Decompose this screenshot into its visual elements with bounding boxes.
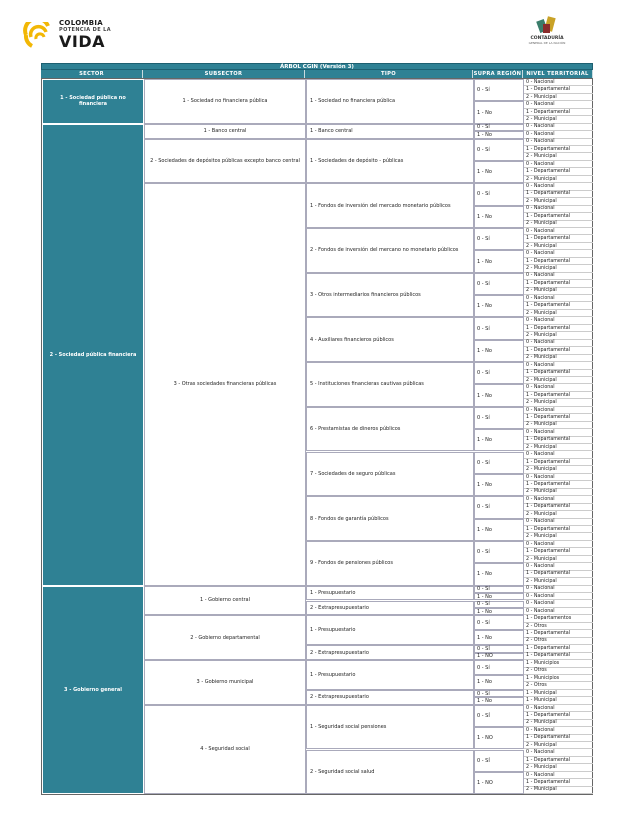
nivel-territorial-cell: 1 - Municipios xyxy=(524,660,593,667)
supra-region-cell: 1 - No xyxy=(474,295,524,317)
nivel-territorial-cell: 2 - Municipal xyxy=(524,243,593,250)
nivel-territorial-cell: 1 - Departamental xyxy=(524,258,593,265)
nivel-territorial-cell: 1 - Departamental xyxy=(524,303,593,310)
supra-region-cell: 1 - No xyxy=(474,101,524,123)
nivel-territorial-cell: 0 - Nacional xyxy=(524,429,593,436)
colombia-potencia-logo xyxy=(22,18,142,52)
nivel-territorial-cell: 0 - Nacional xyxy=(524,362,593,369)
subsector-cell: 2 - Sociedades de depósitos públicas excepto banco central xyxy=(144,139,306,184)
nivel-territorial-cell: 0 - Nacional xyxy=(524,131,593,138)
supra-region-cell: 0 - Sí xyxy=(474,615,524,630)
nivel-territorial-cell: 0 - Nacional xyxy=(524,772,593,779)
supra-region-cell: 1 - NO xyxy=(474,653,524,660)
colombia-sound-wave-icon xyxy=(22,22,52,48)
nivel-territorial-cell: 2 - Municipal xyxy=(524,533,593,540)
sector-cell: 1 - Sociedad pública no financiera xyxy=(42,79,144,124)
contaduria-name: CONTADURÍA xyxy=(530,36,564,41)
tipo-cell: 9 - Fondos de pensiones públicos xyxy=(306,541,474,586)
nivel-territorial-cell: 1 - Departamental xyxy=(524,109,593,116)
supra-region-cell: 1 - No xyxy=(474,608,524,615)
nivel-territorial-cell: 2 - Municipal xyxy=(524,742,593,749)
tipo-cell: 8 - Fondos de garantía públicos xyxy=(306,496,474,541)
header-supra-region: SUPRA REGIÓN xyxy=(473,71,522,77)
nivel-territorial-cell: 2 - Municipal xyxy=(524,466,593,473)
nivel-territorial-cell: 0 - Nacional xyxy=(524,384,593,391)
supra-region-cell: 0 - SÍ xyxy=(474,750,524,772)
nivel-territorial-cell: 0 - Nacional xyxy=(524,496,593,503)
supra-region-cell: 0 - Sí xyxy=(474,228,524,250)
nivel-territorial-cell: 1 - Departamental xyxy=(524,630,593,637)
nivel-territorial-cell: 1 - Departamental xyxy=(524,504,593,511)
nivel-territorial-cell: 0 - Nacional xyxy=(524,452,593,459)
tipo-cell: 2 - Seguridad social salud xyxy=(306,750,474,795)
tipo-cell: 1 - Presupuestario xyxy=(306,586,474,601)
nivel-territorial-cell: 0 - Nacional xyxy=(524,608,593,615)
nivel-territorial-cell: 0 - Nacional xyxy=(524,250,593,257)
supra-region-cell: 1 - No xyxy=(474,474,524,496)
nivel-territorial-cell: 0 - Nacional xyxy=(524,139,593,146)
nivel-territorial-cell: 2 - Municipal xyxy=(524,94,593,101)
nivel-territorial-cell: 2 - Municipal xyxy=(524,377,593,384)
nivel-territorial-cell: 2 - Municipal xyxy=(524,116,593,123)
nivel-territorial-cell: 1 - Departamental xyxy=(524,392,593,399)
nivel-territorial-cell: 0 - Nacional xyxy=(524,161,593,168)
logo-line2: POTENCIA DE LA xyxy=(59,27,112,33)
nivel-territorial-cell: 2 - Municipal xyxy=(524,511,593,518)
nivel-territorial-cell: 0 - Nacional xyxy=(524,317,593,324)
tipo-cell: 2 - Fondos de inversión del mercano no monetario públicos xyxy=(306,228,474,273)
nivel-territorial-cell: 0 - Nacional xyxy=(524,541,593,548)
nivel-territorial-cell: 2 - Municipal xyxy=(524,176,593,183)
supra-region-cell: 0 - Sí xyxy=(474,79,524,101)
nivel-territorial-cell: 1 - Departamental xyxy=(524,235,593,242)
supra-region-cell: 1 - No xyxy=(474,519,524,541)
nivel-territorial-cell: 1 - Departamental xyxy=(524,191,593,198)
supra-region-cell: 1 - No xyxy=(474,675,524,690)
tipo-cell: 1 - Sociedad no financiera pública xyxy=(306,79,474,124)
supra-region-cell: 1 - No xyxy=(474,250,524,272)
table-title: ÁRBOL CGIN (Versión 3) xyxy=(41,63,593,70)
nivel-territorial-cell: 1 - Departamental xyxy=(524,548,593,555)
nivel-territorial-cell: 1 - Departamental xyxy=(524,459,593,466)
supra-region-cell: 0 - Sí xyxy=(474,586,524,593)
nivel-territorial-cell: 1 - Departamental xyxy=(524,168,593,175)
tipo-cell: 1 - Presupuestario xyxy=(306,615,474,645)
nivel-territorial-cell: 2 - Municipal xyxy=(524,422,593,429)
nivel-territorial-cell: 1 - Departamental xyxy=(524,645,593,652)
nivel-territorial-cell: 2 - Municipal xyxy=(524,764,593,771)
arbol-table xyxy=(41,78,593,795)
supra-region-cell: 0 - Sí xyxy=(474,317,524,339)
nivel-territorial-cell: 1 - Departamental xyxy=(524,146,593,153)
nivel-territorial-cell: 1 - Departamental xyxy=(524,86,593,93)
nivel-territorial-cell: 2 - Otros xyxy=(524,682,593,689)
nivel-territorial-cell: 1 - Departamental xyxy=(524,571,593,578)
nivel-territorial-cell: 1 - Municipal xyxy=(524,697,593,704)
supra-region-cell: 0 - Sí xyxy=(474,362,524,384)
nivel-territorial-cell: 0 - Nacional xyxy=(524,727,593,734)
logo-line3: VIDA xyxy=(59,32,105,51)
supra-region-cell: 0 - SÍ xyxy=(474,645,524,652)
nivel-territorial-cell: 0 - Nacional xyxy=(524,601,593,608)
supra-region-cell: 1 - No xyxy=(474,131,524,138)
supra-region-cell: 0 - Sí xyxy=(474,541,524,563)
supra-region-cell: 0 - Sí xyxy=(474,139,524,161)
nivel-territorial-cell: 1 - Departamental xyxy=(524,735,593,742)
nivel-territorial-cell: 0 - Nacional xyxy=(524,79,593,86)
subsector-cell: 4 - Seguridad social xyxy=(144,705,306,794)
nivel-territorial-cell: 0 - Nacional xyxy=(524,295,593,302)
nivel-territorial-cell: 0 - Nacional xyxy=(524,228,593,235)
supra-region-cell: 0 - Sí xyxy=(474,690,524,697)
nivel-territorial-cell: 0 - Nacional xyxy=(524,340,593,347)
nivel-territorial-cell: 0 - Nacional xyxy=(524,273,593,280)
nivel-territorial-cell: 2 - Municipal xyxy=(524,265,593,272)
sector-cell: 3 - Gobierno general xyxy=(42,586,144,795)
nivel-territorial-cell: 0 - Nacional xyxy=(524,705,593,712)
nivel-territorial-cell: 2 - Municipal xyxy=(524,288,593,295)
nivel-territorial-cell: 1 - Departamental xyxy=(524,347,593,354)
tipo-cell: 1 - Presupuestario xyxy=(306,660,474,690)
nivel-territorial-cell: 1 - Departamental xyxy=(524,370,593,377)
tipo-cell: 1 - Banco central xyxy=(306,124,474,139)
nivel-territorial-cell: 2 - Municipal xyxy=(524,556,593,563)
supra-region-cell: 0 - Sí xyxy=(474,452,524,474)
nivel-territorial-cell: 2 - Municipal xyxy=(524,720,593,727)
nivel-territorial-cell: 0 - Nacional xyxy=(524,183,593,190)
nivel-territorial-cell: 2 - Otros xyxy=(524,623,593,630)
supra-region-cell: 0 - Sí xyxy=(474,273,524,295)
sector-cell: 2 - Sociedad pública financiera xyxy=(42,124,144,586)
nivel-territorial-cell: 0 - Nacional xyxy=(524,593,593,600)
nivel-territorial-cell: 1 - Municipios xyxy=(524,675,593,682)
tipo-cell: 1 - Fondos de inversión del mercado monetario públicos xyxy=(306,183,474,228)
supra-region-cell: 0 - Sí xyxy=(474,660,524,675)
nivel-territorial-cell: 0 - Nacional xyxy=(524,124,593,131)
nivel-territorial-cell: 2 - Municipal xyxy=(524,355,593,362)
subsector-cell: 2 - Gobierno departamental xyxy=(144,615,306,660)
nivel-territorial-cell: 1 - Departamental xyxy=(524,213,593,220)
header-nivel-territorial: NIVEL TERRITORIAL xyxy=(523,70,593,78)
nivel-territorial-cell: 0 - Nacional xyxy=(524,563,593,570)
tipo-cell: 2 - Extrapresupuestario xyxy=(306,690,474,705)
tipo-cell: 3 - Otros intermediarios financieros públicos xyxy=(306,273,474,318)
nivel-territorial-cell: 1 - Departamental xyxy=(524,779,593,786)
nivel-territorial-cell: 0 - Nacional xyxy=(524,407,593,414)
logo-line1: COLOMBIA xyxy=(59,19,103,27)
nivel-territorial-cell: 1 - Departamental xyxy=(524,757,593,764)
nivel-territorial-cell: 1 - Departamental xyxy=(524,414,593,421)
supra-region-cell: 0 - Sí xyxy=(474,496,524,518)
nivel-territorial-cell: 2 - Municipal xyxy=(524,787,593,794)
nivel-territorial-cell: 1 - Departamental xyxy=(524,481,593,488)
subsector-cell: 1 - Sociedad no financiera pública xyxy=(144,79,306,124)
nivel-territorial-cell: 2 - Municipal xyxy=(524,578,593,585)
nivel-territorial-cell: 0 - Nacional xyxy=(524,206,593,213)
nivel-territorial-cell: 1 - Municipal xyxy=(524,690,593,697)
tipo-cell: 4 - Auxiliares financieros públicos xyxy=(306,317,474,362)
tipo-cell: 2 - Extrapresupuestario xyxy=(306,645,474,660)
tipo-cell: 6 - Prestamistas de dineros públicos xyxy=(306,407,474,452)
contaduria-emblem-icon xyxy=(535,14,559,36)
nivel-territorial-cell: 2 - Municipal xyxy=(524,198,593,205)
supra-region-cell: 1 - No xyxy=(474,697,524,704)
supra-region-cell: 0 - Sí xyxy=(474,601,524,608)
nivel-territorial-cell: 2 - Municipal xyxy=(524,310,593,317)
supra-region-cell: 0 - Sí xyxy=(474,124,524,131)
nivel-territorial-cell: 2 - Otros xyxy=(524,638,593,645)
tipo-cell: 5 - Instituciones financieras cautivas públicas xyxy=(306,362,474,407)
supra-region-cell: 1 - No xyxy=(474,340,524,362)
nivel-territorial-cell: 2 - Municipal xyxy=(524,221,593,228)
supra-region-cell: 0 - SÍ xyxy=(474,705,524,727)
nivel-territorial-cell: 2 - Municipal xyxy=(524,444,593,451)
tipo-cell: 1 - Seguridad social pensiones xyxy=(306,705,474,750)
nivel-territorial-cell: 1 - Departamental xyxy=(524,712,593,719)
nivel-territorial-cell: 2 - Otros xyxy=(524,668,593,675)
supra-region-cell: 1 - NO xyxy=(474,772,524,794)
header-sector: SECTOR xyxy=(41,70,143,78)
nivel-territorial-cell: 2 - Municipal xyxy=(524,332,593,339)
nivel-territorial-cell: 1 - Departamental xyxy=(524,653,593,660)
supra-region-cell: 1 - No xyxy=(474,593,524,600)
subsector-cell: 1 - Gobierno central xyxy=(144,586,306,616)
nivel-territorial-cell: 2 - Municipal xyxy=(524,489,593,496)
header-tipo: TIPO xyxy=(305,70,473,78)
supra-region-cell: 1 - No xyxy=(474,429,524,451)
supra-region-cell: 1 - No xyxy=(474,206,524,228)
subsector-cell: 1 - Banco central xyxy=(144,124,306,139)
tipo-cell: 1 - Sociedades de depósito - públicas xyxy=(306,139,474,184)
supra-region-cell: 1 - No xyxy=(474,161,524,183)
tipo-cell: 2 - Extrapresupuestario xyxy=(306,601,474,616)
tipo-cell: 7 - Sociedades de seguro públicas xyxy=(306,452,474,497)
nivel-territorial-cell: 0 - Nacional xyxy=(524,586,593,593)
subsector-cell: 3 - Gobierno municipal xyxy=(144,660,306,705)
nivel-territorial-cell: 0 - Nacional xyxy=(524,519,593,526)
supra-region-cell: 0 - Sí xyxy=(474,183,524,205)
supra-region-cell: 1 - No xyxy=(474,630,524,645)
nivel-territorial-cell: 1 - Departamental xyxy=(524,280,593,287)
nivel-territorial-cell: 0 - Nacional xyxy=(524,101,593,108)
nivel-territorial-cell: 0 - Nacional xyxy=(524,750,593,757)
supra-region-cell: 0 - Sí xyxy=(474,407,524,429)
nivel-territorial-cell: 2 - Municipal xyxy=(524,154,593,161)
contaduria-logo xyxy=(524,14,570,48)
nivel-territorial-cell: 2 - Municipal xyxy=(524,399,593,406)
nivel-territorial-cell: 1 - Departamental xyxy=(524,437,593,444)
nivel-territorial-cell: 1 - Departamentos xyxy=(524,615,593,622)
nivel-territorial-cell: 0 - Nacional xyxy=(524,474,593,481)
supra-region-cell: 1 - NO xyxy=(474,727,524,749)
header-subsector: SUBSECTOR xyxy=(143,70,305,78)
supra-region-cell: 1 - No xyxy=(474,384,524,406)
subsector-cell: 3 - Otras sociedades financieras públicas xyxy=(144,183,306,585)
nivel-territorial-cell: 1 - Departamental xyxy=(524,325,593,332)
supra-region-cell: 1 - No xyxy=(474,563,524,585)
nivel-territorial-cell: 1 - Departamental xyxy=(524,526,593,533)
contaduria-sub: GENERAL DE LA NACIÓN xyxy=(528,41,566,45)
